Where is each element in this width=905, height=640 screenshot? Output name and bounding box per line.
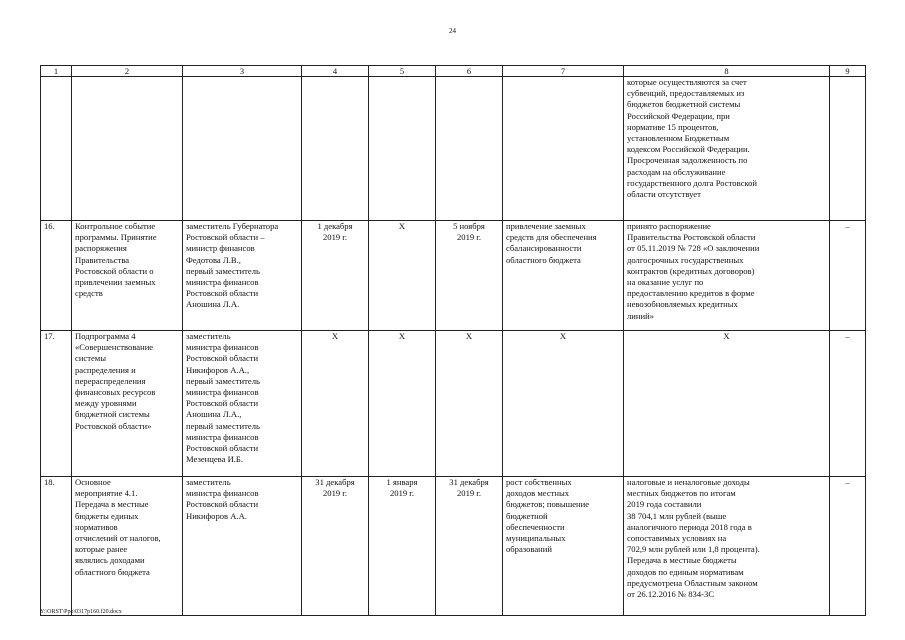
header-cell: 3 [183, 66, 302, 77]
table-cell [436, 77, 503, 221]
table-cell [183, 77, 302, 221]
expected-result-cell: X [503, 331, 624, 477]
expected-result-cell: привлечение заемных средств для обеспечения сбалансированности областного бюджета [503, 221, 624, 331]
file-path-footer: Y:\ORST\Ppo\0317p160.f20.docx [40, 609, 122, 615]
header-cell: 1 [41, 66, 72, 77]
header-row [41, 66, 866, 77]
page-number: 24 [449, 27, 456, 35]
header-cell: 5 [369, 66, 436, 77]
date-cell: 1 декабря 2019 г. [302, 221, 369, 331]
expected-result-cell: рост собственных доходов местных бюджетов; повышение бюджетной обеспеченности муниципальных образований [503, 477, 624, 616]
table-cell [503, 77, 624, 221]
header-cell: 7 [503, 66, 624, 77]
row-number: 18. [41, 477, 72, 616]
actual-result-cell: налоговые и неналоговые доходы местных бюджетов по итогам 2019 года составили 38 704,1 млн рублей (выше аналогичного периода 2018 года в сопоставимых условиях на 702,9 млн рублей или 1,8 процента). Передача в местные бюджеты доходов по единым нормативам предусмотрена Областным законом от 26.12.2016 № 834-ЗС [624, 477, 830, 616]
table-cell [72, 77, 183, 221]
date-cell: 31 декабря 2019 г. [436, 477, 503, 616]
responsible-cell: заместитель министра финансов Ростовской области Никифоров А.А., первый заместитель министра финансов Ростовской области Аношина Л.А., первый заместитель министра финансов Ростовской области Мезенцева И.Б. [183, 331, 302, 477]
row-number: 16. [41, 221, 72, 331]
date-cell: 5 ноября 2019 г. [436, 221, 503, 331]
responsible-cell: заместитель Губернатора Ростовской области – министр финансов Федотова Л.В., первый заместитель министра финансов Ростовской области Аношина Л.А. [183, 221, 302, 331]
responsible-cell: заместитель министра финансов Ростовской области Никифоров А.А. [183, 477, 302, 616]
date-cell: X [302, 331, 369, 477]
date-cell: X [369, 221, 436, 331]
table-cell [41, 77, 72, 221]
table-cell [302, 77, 369, 221]
row-number: 17. [41, 331, 72, 477]
table-row [41, 331, 866, 477]
result-cell: которые осуществляются за счет субвенций, предоставляемых из бюджетов бюджетной системы Российской Федерации, при нормативе 15 процентов, установленном Бюджетным кодексом Российской Федерации. Просроченная задолженность по расходам на обслуживание государственного долга Ростовской области отсутствует [624, 77, 830, 221]
table-row [41, 477, 866, 616]
header-cell: 8 [624, 66, 830, 77]
date-cell: 1 января 2019 г. [369, 477, 436, 616]
event-name: Основное мероприятие 4.1. Передача в местные бюджеты единых нормативов отчислений от налогов, которые ранее являлись доходами областного бюджета [72, 477, 183, 616]
date-cell: X [369, 331, 436, 477]
notes-cell: – [830, 477, 866, 616]
notes-cell: – [830, 221, 866, 331]
header-cell: 2 [72, 66, 183, 77]
table-cell [369, 77, 436, 221]
notes-cell: – [830, 331, 866, 477]
continuation-row [41, 77, 866, 221]
date-cell: 31 декабря 2019 г. [302, 477, 369, 616]
event-name: Контрольное событие программы. Принятие распоряжения Правительства Ростовской области о привлечении заемных средств [72, 221, 183, 331]
header-cell: 4 [302, 66, 369, 77]
event-name: Подпрограмма 4 «Совершенствование системы распределения и перераспределения финансовых ресурсов между уровнями бюджетной системы Ростовской области» [72, 331, 183, 477]
date-cell: X [436, 331, 503, 477]
report-table [40, 65, 866, 616]
table-cell [830, 77, 866, 221]
table-row [41, 221, 866, 331]
actual-result-cell: принято распоряжение Правительства Ростовской области от 05.11.2019 № 728 «О заключении долгосрочных государственных контрактов (кредитных договоров) на оказание услуг по предоставлению кредитов в форме невозобновляемых кредитных линий» [624, 221, 830, 331]
header-cell: 9 [830, 66, 866, 77]
actual-result-cell: X [624, 331, 830, 477]
header-cell: 6 [436, 66, 503, 77]
